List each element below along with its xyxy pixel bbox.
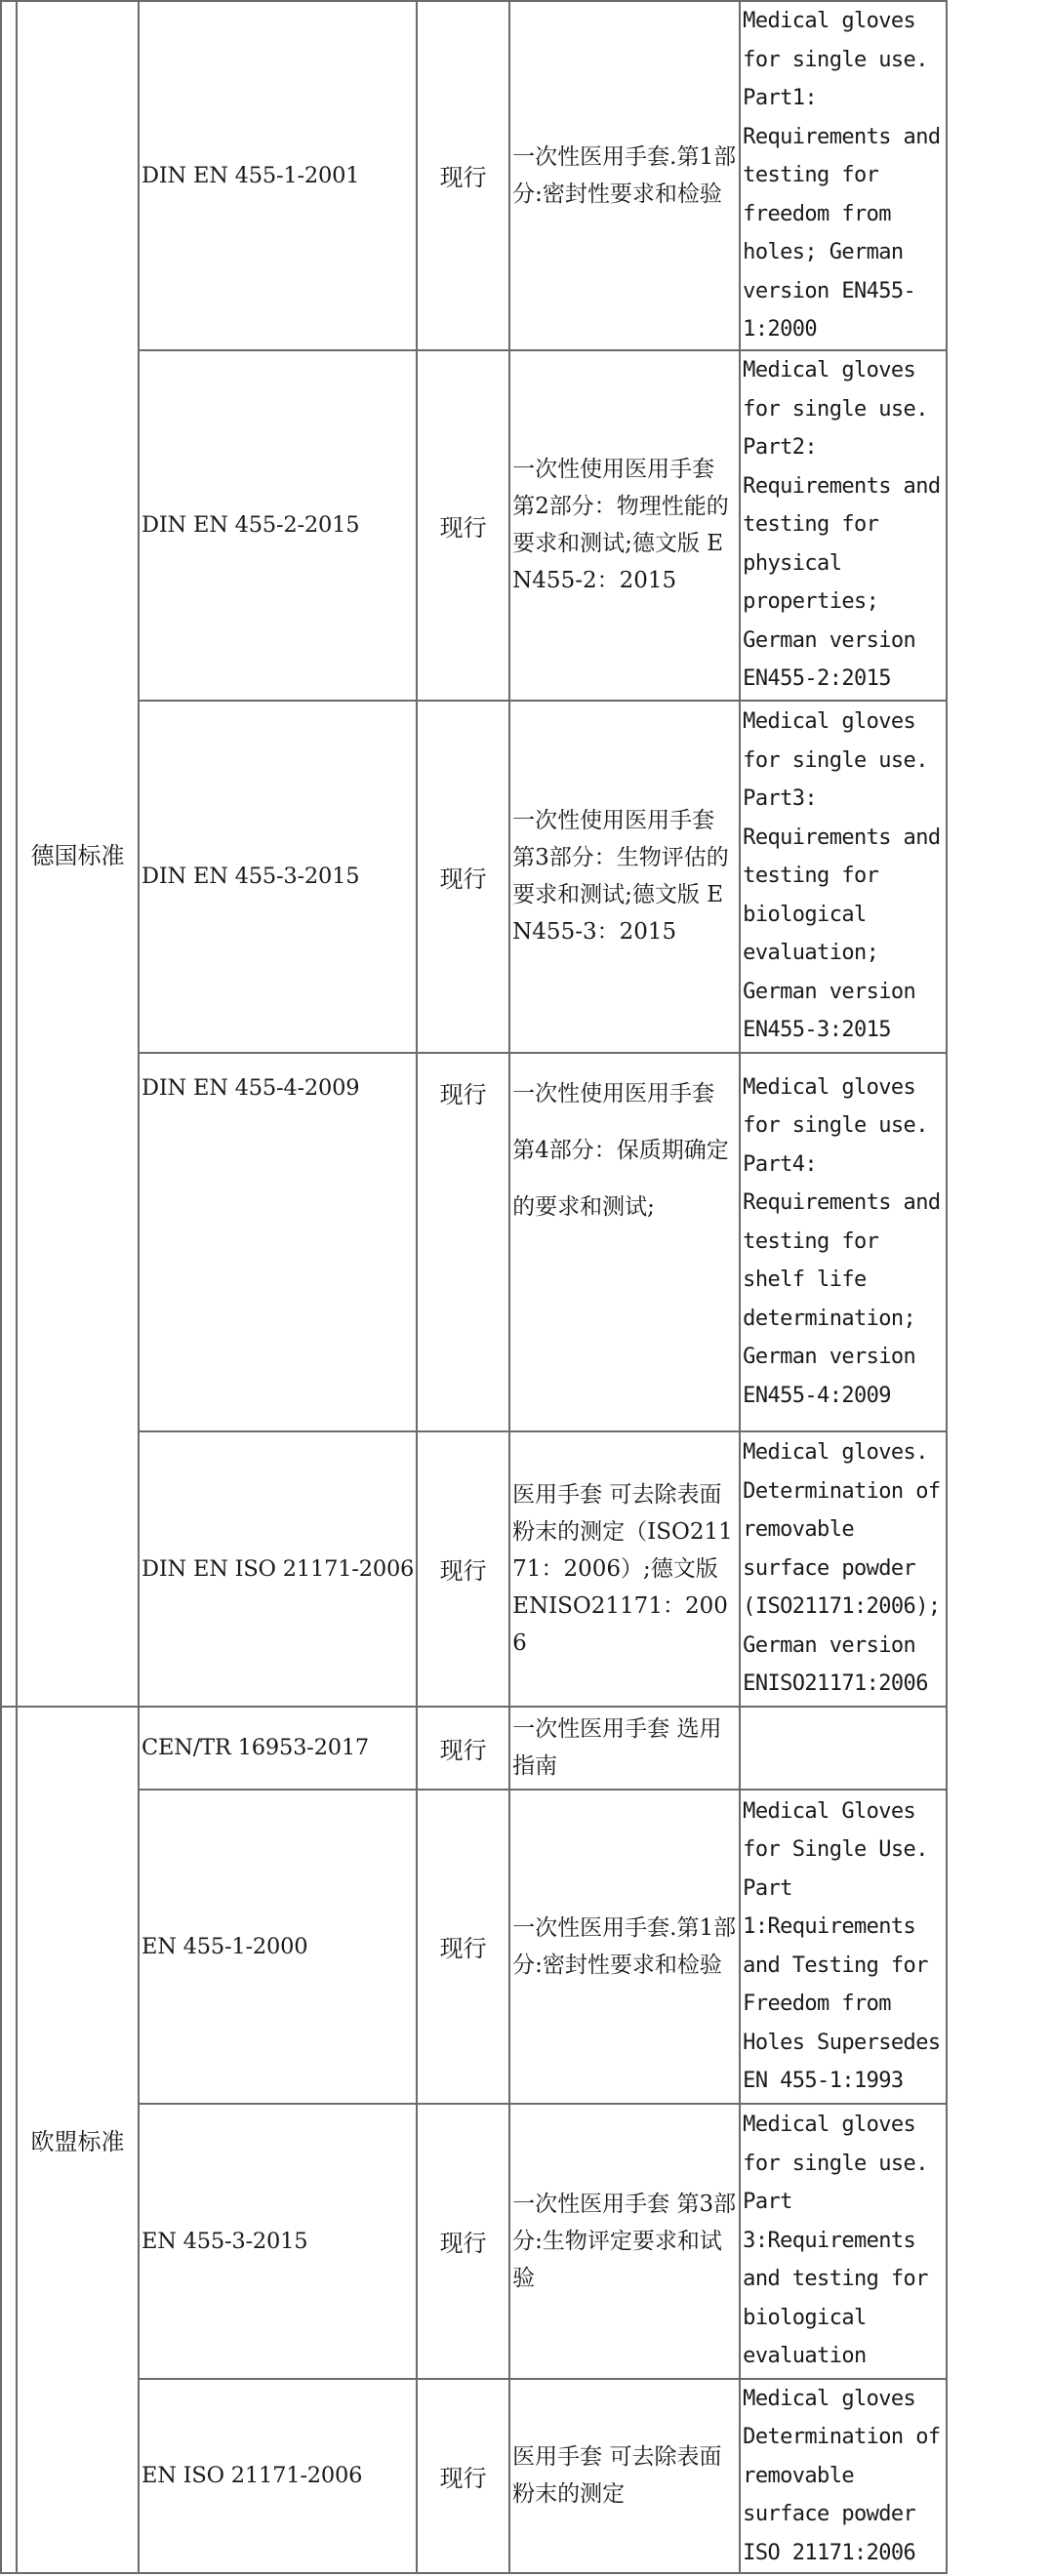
standard-code: DIN EN 455-2-2015 bbox=[139, 350, 417, 701]
english-title bbox=[740, 1707, 947, 1790]
blank-column-cell bbox=[1, 1, 17, 1707]
status-cell: 现行 bbox=[417, 1707, 509, 1790]
standard-code: DIN EN ISO 21171-2006 bbox=[139, 1431, 417, 1707]
status-cell: 现行 bbox=[417, 2104, 509, 2379]
standard-code: DIN EN 455-4-2009 bbox=[139, 1053, 417, 1431]
status-cell: 现行 bbox=[417, 2379, 509, 2574]
chinese-title: 一次性医用手套.第1部分:密封性要求和检验 bbox=[509, 1790, 740, 2104]
english-title: Medical gloves for single use. Part2: Requirements and testing for physical properties; German version EN455-2:2015 bbox=[740, 350, 947, 701]
table-row bbox=[1, 1790, 947, 2104]
group-label: 欧盟标准 bbox=[17, 1707, 139, 2574]
status-cell: 现行 bbox=[417, 1, 509, 350]
table-row bbox=[1, 701, 947, 1053]
chinese-title: 医用手套 可去除表面粉末的测定（ISO21171：2006）;德文版 ENISO21171：2006 bbox=[509, 1431, 740, 1707]
table-row bbox=[1, 1707, 947, 1790]
table-row bbox=[1, 1053, 947, 1431]
chinese-title: 一次性医用手套 选用指南 bbox=[509, 1707, 740, 1790]
status-cell: 现行 bbox=[417, 1431, 509, 1707]
english-title: Medical gloves Determination of removable surface powder ISO 21171:2006 bbox=[740, 2379, 947, 2574]
table-row bbox=[1, 2379, 947, 2574]
english-title: Medical gloves. Determination of removable surface powder (ISO21171:2006); German version ENISO21171:2006 bbox=[740, 1431, 947, 1707]
status-cell: 现行 bbox=[417, 1053, 509, 1431]
english-title: Medical gloves for single use. Part 3:Requirements and testing for biological evaluation bbox=[740, 2104, 947, 2379]
chinese-title: 一次性医用手套.第1部分:密封性要求和检验 bbox=[509, 1, 740, 350]
english-title: Medical Gloves for Single Use. Part 1:Requirements and Testing for Freedom from Holes Supersedes EN 455-1:1993 bbox=[740, 1790, 947, 2104]
blank-column-cell bbox=[1, 1707, 17, 2574]
table-row bbox=[1, 1431, 947, 1707]
status-cell: 现行 bbox=[417, 350, 509, 701]
table-row bbox=[1, 1, 947, 350]
chinese-title: 医用手套 可去除表面粉末的测定 bbox=[509, 2379, 740, 2574]
chinese-title: 一次性使用医用手套 第2部分：物理性能的要求和测试;德文版 EN455-2：2015 bbox=[509, 350, 740, 701]
standard-code: DIN EN 455-3-2015 bbox=[139, 701, 417, 1053]
table-row bbox=[1, 350, 947, 701]
status-cell: 现行 bbox=[417, 701, 509, 1053]
english-title: Medical gloves for single use. Part3: Requirements and testing for biological evaluation; German version EN455-3:2015 bbox=[740, 701, 947, 1053]
chinese-title: 一次性使用医用手套 第4部分：保质期确定的要求和测试; bbox=[509, 1053, 740, 1431]
standard-code: EN 455-1-2000 bbox=[139, 1790, 417, 2104]
standard-code: CEN/TR 16953-2017 bbox=[139, 1707, 417, 1790]
status-cell: 现行 bbox=[417, 1790, 509, 2104]
group-label: 德国标准 bbox=[17, 1, 139, 1707]
standard-code: EN 455-3-2015 bbox=[139, 2104, 417, 2379]
english-title: Medical gloves for single use. Part4: Requirements and testing for shelf life determination; German version EN455-4:2009 bbox=[740, 1053, 947, 1431]
english-title: Medical gloves for single use. Part1: Requirements and testing for freedom from holes; German version EN455-1:2000 bbox=[740, 1, 947, 350]
table-row bbox=[1, 2104, 947, 2379]
chinese-title: 一次性使用医用手套 第3部分：生物评估的要求和测试;德文版 EN455-3：2015 bbox=[509, 701, 740, 1053]
standard-code: DIN EN 455-1-2001 bbox=[139, 1, 417, 350]
standard-code: EN ISO 21171-2006 bbox=[139, 2379, 417, 2574]
chinese-title: 一次性医用手套 第3部分:生物评定要求和试验 bbox=[509, 2104, 740, 2379]
